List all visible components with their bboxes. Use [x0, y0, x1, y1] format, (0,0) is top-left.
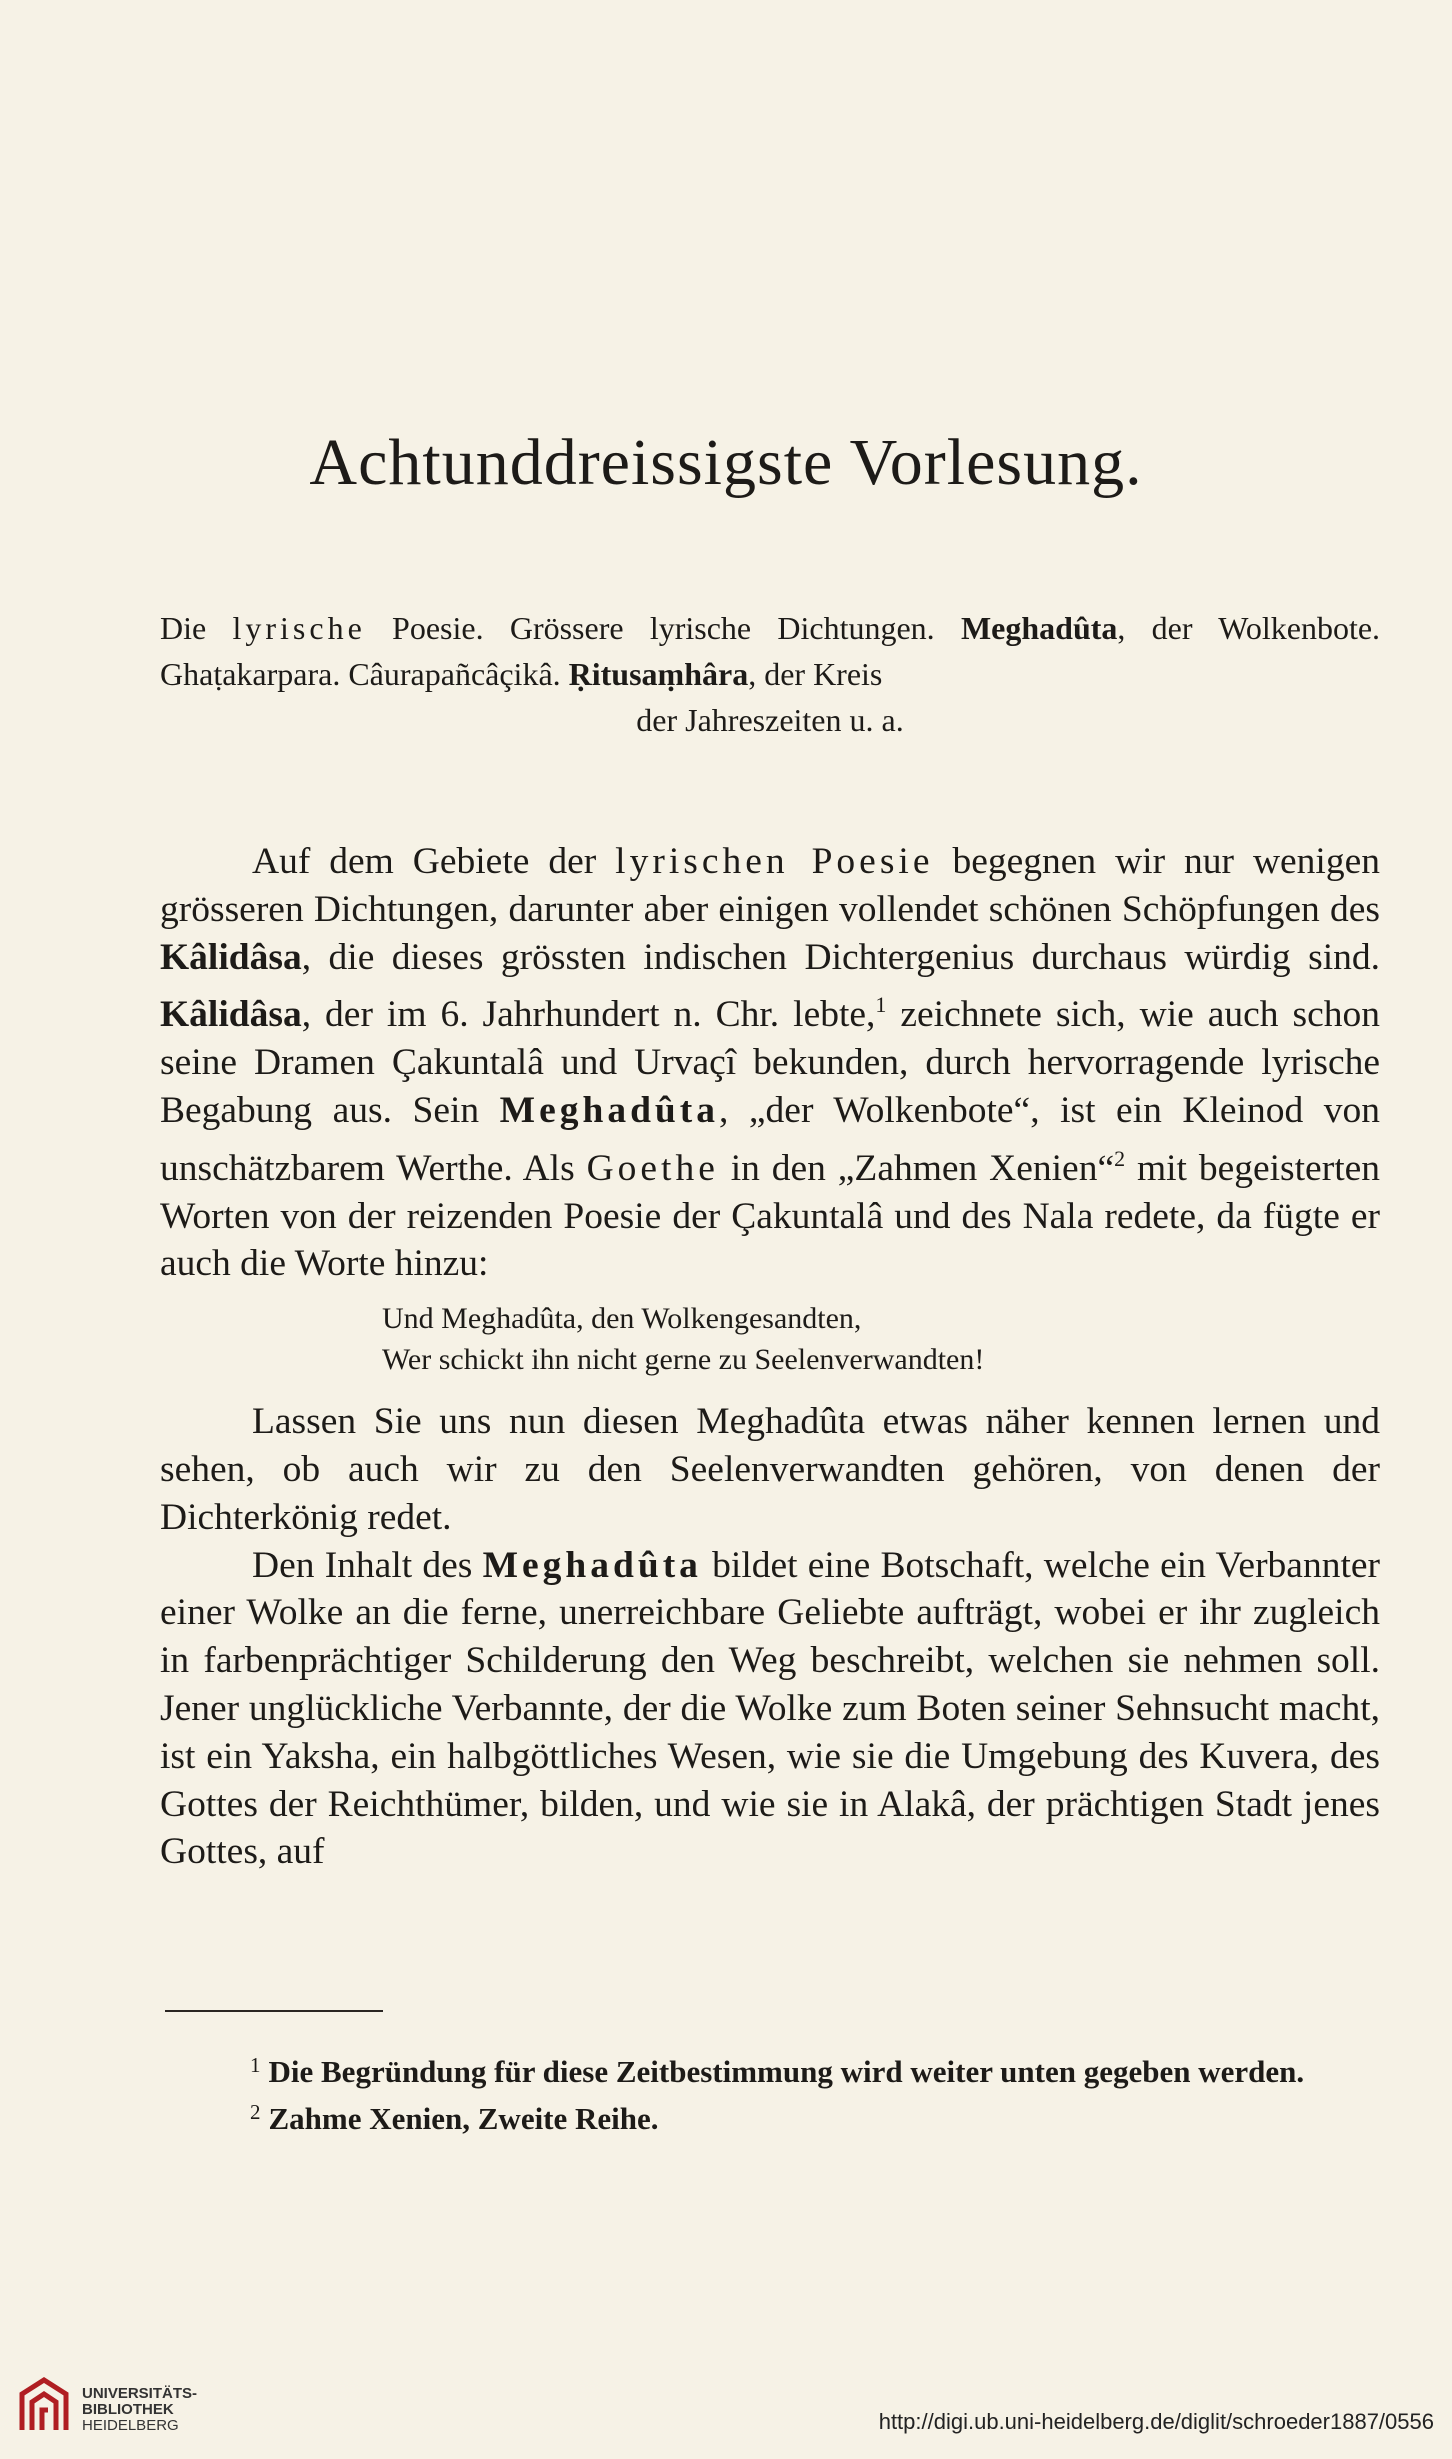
library-name-line: UNIVERSITÄTS- — [82, 2385, 198, 2402]
footnote-mark: 1 — [250, 2053, 261, 2077]
summary-spaced: lyrische — [232, 610, 366, 646]
library-name-line: HEIDELBERG — [82, 2417, 179, 2434]
footnote-text: Die Begründung für diese Zeitbestimmung wird weiter unten gegeben werden. — [268, 2054, 1305, 2089]
bold-term: Kâlidâsa — [160, 994, 302, 1036]
spaced-term: lyrischen Poesie — [615, 841, 934, 882]
summary-text: Wolkenbote. Ghaṭakarpara. Câurapañcâçikâ. — [160, 610, 1381, 692]
source-url[interactable]: http://digi.ub.uni-heidelberg.de/diglit/schroeder1887/0556 — [878, 2409, 1434, 2434]
body-text — [160, 838, 1380, 1876]
footnote-mark: 2 — [250, 2100, 261, 2124]
text-run: begegnen wir nur wenigen grösseren Dichtungen, darunter aber einigen vollendet schönen Schöpfungen des — [160, 841, 1380, 930]
verse-quote — [382, 1298, 1380, 1380]
text-run: in den „Zahmen Xenien“ — [718, 1147, 1115, 1189]
summary-last-line: der Jahreszeiten u. a. — [636, 702, 904, 738]
summary-text: , der Kreis — [748, 656, 883, 692]
text-run: , der im 6. Jahrhundert n. Chr. lebte, — [301, 994, 876, 1036]
bold-term: Meghadûta — [499, 1089, 720, 1131]
page-title: Achtunddreissigste Vorlesung. — [309, 426, 1143, 499]
verse-line: Wer schickt ihn nicht gerne zu Seelenverwandten! — [382, 1343, 985, 1377]
paragraph-2: Lassen Sie uns nun diesen Meghadûta etwas näher kennen lernen und sehen, ob auch wir zu den Seelenverwandten gehören, von denen der Dichterkönig redet. — [160, 1401, 1380, 1538]
library-logo[interactable] — [14, 2372, 214, 2452]
text-run: Auf dem Gebiete der — [252, 841, 616, 882]
chapter-summary — [160, 605, 1380, 743]
summary-text: Poesie. Grössere lyrische Dichtungen. — [365, 610, 961, 646]
footnote-ref: 1 — [875, 992, 887, 1018]
footnote-divider — [165, 2010, 383, 2012]
text-run: mit begeisterten Worten von der reizenden Poesie der Çakuntalâ und des Nala redete, da fügte er auch die Worte hinzu: — [160, 1147, 1381, 1285]
paragraph-1 — [160, 838, 1380, 1288]
text-run: , „der Wolkenbote“, ist ein Kleinod von unschätzbarem Werthe. Als — [160, 1089, 1380, 1189]
summary-text: Die — [160, 610, 233, 646]
footnote-ref: 2 — [1114, 1145, 1126, 1171]
footnote — [160, 2092, 1380, 2139]
text-run: Den Inhalt des — [252, 1544, 483, 1586]
text-run: , die dieses grössten indischen Dichtergenius durchaus würdig sind. — [301, 936, 1380, 978]
library-name — [82, 2386, 197, 2434]
summary-text: , der — [1117, 610, 1193, 646]
footnotes — [160, 2045, 1380, 2139]
footnote — [160, 2045, 1380, 2092]
summary-bold: Meghadûta — [960, 610, 1118, 646]
library-name-line: BIBLIOTHEK — [82, 2401, 174, 2418]
bold-term: Meghadûta — [482, 1544, 702, 1586]
paragraph-3 — [160, 1542, 1380, 1877]
verse-line: Und Meghadûta, den Wolkengesandten, — [382, 1302, 862, 1336]
text-run: bildet eine Botschaft, welche ein Verbannter einer Wolke an die ferne, unerreichbare Geliebte aufträgt, wobei er ihr zugleich in farbenprächtiger Schilderung den Weg beschreibt, welchen sie nehmen soll. Jener unglückliche Verbannte, der die Wolke zum Boten seiner Sehnsucht macht, ist ein Yaksha, ein halbgöttliches Wesen, wie sie die Umgebung des Kuvera, des Gottes der Reichthümer, bilden, und wie sie in Alakâ, der prächtigen Stadt jenes Gottes, auf — [160, 1544, 1381, 1873]
summary-bold: Ṛitusaṃhâra — [568, 656, 749, 692]
bold-term: Kâlidâsa — [160, 936, 302, 978]
footnote-text: Zahme Xenien, Zweite Reihe. — [268, 2101, 659, 2136]
ub-heidelberg-logo-icon — [14, 2374, 74, 2438]
text-run: zeichnete sich, wie auch schon seine Dramen Çakuntalâ und Urvaçî bekunden, durch hervorragende lyrische Begabung aus. Sein — [160, 994, 1380, 1131]
spaced-term: Goethe — [586, 1147, 719, 1189]
